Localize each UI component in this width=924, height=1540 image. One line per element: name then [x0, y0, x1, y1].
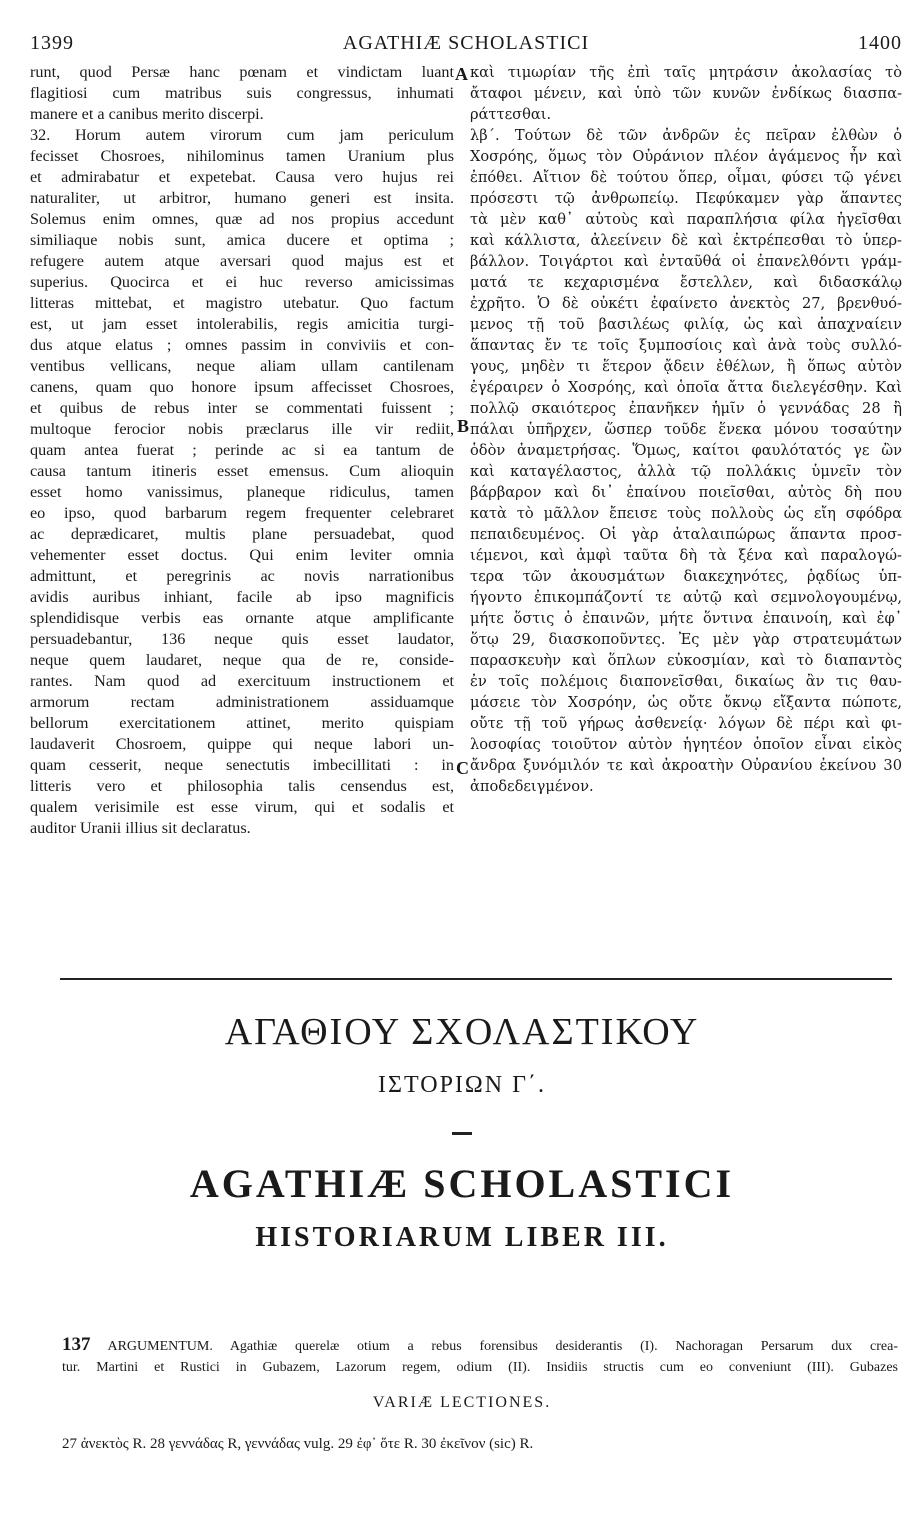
latin-text-line: eo ipso, quod barbarum regem frequenter celebraret: [30, 504, 454, 522]
latin-text-line: laudaverit Chosroem, quippe qui neque labori un-: [30, 735, 454, 753]
greek-text-line: ράττεσθαι.: [470, 106, 552, 123]
greek-text-line: τερα τῶν ἀκουσμάτων διακεχηνότες, ῥᾳδίως ὑπ-: [470, 568, 902, 585]
running-title: AGATHIÆ SCHOLASTICI: [342, 32, 590, 54]
page-number-left: 1399: [30, 32, 74, 54]
greek-text-line: ματά τε κεχαρισμένα ἔστελλεν, καὶ διδασκάλῳ: [470, 274, 902, 291]
latin-text-line: et quibus de rebus inter se commentati fuissent ;: [30, 399, 454, 417]
greek-text-line: πρόσεστι τῷ ἀνθρωπείῳ. Πεφύκαμεν γὰρ ἅπαντες: [470, 190, 902, 207]
latin-text-line: litteras mittebat, et magistro utebatur. Quo factum: [30, 294, 454, 312]
greek-text-line: πάλαι ὑπῆρχεν, ὥσπερ τοῦδε ἕνεκα μόνου τοσαύτην: [470, 421, 902, 438]
greek-text-line: μήτε ὅστις ὁ ἐπαινῶν, μήτε ὅντινα ἐπαινοίη, καὶ ἐφ᾽: [470, 610, 902, 627]
greek-text-line: ἅπαντας ἔν τε τοῖς ξυμποσίοις καὶ ἀνὰ τοὺς συλλό-: [470, 337, 902, 354]
greek-text-line: ἄνδρα ξυνόμιλόν τε καὶ ἀκροατὴν Οὐρανίου ἐκείνου 30: [470, 757, 902, 774]
greek-text-line: καὶ κάλλιστα, ἀλεείνειν δὲ καὶ ἐκτρέπεσθαι τὸ ὑπερ-: [470, 232, 902, 249]
greek-text-line: ιέμενοι, καὶ ἀμφὶ ταῦτα δὴ τὰ ξένα καὶ παραλογώ-: [470, 547, 902, 564]
variae-lectiones-heading: VARIÆ LECTIONES.: [372, 1394, 552, 1411]
greek-text-line: ἐχρῆτο. Ὁ δὲ οὐκέτι ἐφαίνετο ἀνεκτὸς 27, βρενθυό-: [470, 295, 902, 312]
latin-text-line: avidis auribus inhiant, facile ab ipso magnificis: [30, 588, 454, 606]
latin-column: [30, 62, 454, 839]
latin-text-line: esset homo vanissimus, planeque ridiculus, tamen: [30, 483, 454, 501]
greek-text-line: ὁδὸν ἀναμετρήσας. Ὅμως, καίτοι φαυλότατός γε ὢν: [470, 442, 902, 459]
greek-text-line: παρασκευὴν καὶ ὅπλων εὐκοσμίαν, καὶ τὸ διαπαντὸς: [470, 652, 902, 669]
latin-text-line: quam cesserit, neque senectutis imbecillitati : in: [30, 756, 454, 774]
greek-text-line: καὶ τιμωρίαν τῆς ἐπὶ ταῖς μητράσιν ἀκολασίας τὸ: [470, 64, 902, 81]
argument-summary: [62, 1334, 898, 1378]
greek-text-line: τὰ μὲν καθ᾽ αὑτοὺς καὶ παραπλήσια φίλα ἡγεῖσθαι: [470, 211, 902, 228]
latin-text-line: Solemus enim omnes, quæ ad nos propius accedunt: [30, 210, 454, 228]
latin-text-line: runt, quod Persæ hanc pœnam et vindictam luant: [30, 63, 454, 81]
latin-text-line: ac deprædicaret, multis plane persuadebat, quod: [30, 525, 454, 543]
greek-text-line: λοσοφίας τοιοῦτον αὐτὸν ἡγητέον ὁποῖον εἶναι εἰκὸς: [470, 736, 902, 753]
latin-text-line: splendidisque verbis eas ornante atque amplificante: [30, 609, 454, 627]
greek-text-line: ήγοντο ἐπικομπάζοντί τε αὐτῷ καὶ σεμνολογουμένῳ,: [470, 589, 902, 606]
latin-text-line: refugere autem atque aversari quod majus est et: [30, 252, 454, 270]
title-dash: [452, 1132, 472, 1135]
greek-text-line: γους, μηδὲν τι ἕτερον ᾄδειν ἐθέλων, ἢ ὅπως αὐτὸν: [470, 358, 902, 375]
greek-book-title: ΑΓΑΘΙΟΥ ΣΧΟΛΑΣΤΙΚΟΥ: [224, 1011, 700, 1053]
latin-text-line: superius. Quocirca et ei huc reverso amicissimas: [30, 273, 454, 291]
greek-text-line: ἐπόθει. Αἴτιον δὲ τούτου ὅπερ, οἶμαι, φύσει τῷ γένει: [470, 169, 902, 186]
latin-text-line: 32. Horum autem virorum cum jam periculum: [30, 126, 454, 144]
latin-text-line: causa tantum itineris esset emensus. Cum alioquin: [30, 462, 454, 480]
latin-text-line: similiaque nobis sunt, amica ducere et optima ;: [30, 231, 454, 249]
section-divider: [60, 978, 892, 980]
greek-text-line: ἐγέραιρεν ὁ Χοσρόης, καὶ ὁποῖα ἄττα διελεγέσθην. Καὶ: [470, 379, 902, 396]
latin-text-line: ventibus vellicans, neque aliam ullam cantilenam: [30, 357, 454, 375]
greek-text-line: πολλῷ σκαιότερος ἐπανῆκεν ἡμῖν ὁ γεννάδας 28 ἢ: [470, 400, 902, 417]
margin-marker-c: C: [456, 758, 469, 778]
latin-book-subtitle: HISTORIARUM LIBER III.: [255, 1222, 669, 1253]
greek-text-line: οὔτε τῇ τοῦ γήρως ἀσθενείᾳ· λόγων δὲ πέρι καὶ φι-: [470, 715, 902, 732]
greek-column: [470, 62, 902, 797]
latin-text-line: fecisset Chosroes, nihilominus tamen Uranium plus: [30, 147, 454, 165]
variae-lectiones-notes: 27 ἀνεκτὸς R. 28 γεννάδας R, γεννάδας vulg. 29 ἐφ᾽ ὅτε R. 30 ἐκεῖνον (sic) R.: [62, 1436, 534, 1452]
greek-text-line: ἐν τοῖς πολέμοις διαπονεῖσθαι, δικαίως ἂν τις θαυ-: [470, 673, 902, 690]
latin-text-line: armorum rectam administrationem assiduamque: [30, 693, 454, 711]
latin-text-line: persuadebantur, 136 neque quis esset laudator,: [30, 630, 454, 648]
latin-text-line: est, ut jam esset intolerabilis, regis amicitia turgi-: [30, 315, 454, 333]
latin-text-line: rantes. Nam quod ad exercituum instructionem et: [30, 672, 454, 690]
running-header: [30, 32, 902, 58]
latin-text-line: manere et a canibus merito discerpi.: [30, 105, 264, 123]
greek-text-line: βάρβαρον καὶ δι᾽ ἐπαίνου ποιεῖσθαι, αὐτὸς δὴ που: [470, 484, 902, 501]
latin-text-line: neque quem laudaret, neque qua de re, conside-: [30, 651, 454, 669]
greek-text-line: ἀποδεδειγμένον.: [470, 778, 594, 795]
latin-text-line: vehementer esset doctus. Qui enim leviter omnia: [30, 546, 454, 564]
greek-text-line: ὅτῳ 29, διασκοποῦντες. Ἐς μὲν γὰρ στρατευμάτων: [470, 631, 902, 648]
greek-text-line: καὶ καταγέλαστος, ἀλλὰ τῷ πολλάκις ὑμνεῖν τὸν: [470, 463, 902, 480]
latin-text-line: litteris vero et philosophia talis censendus est,: [30, 777, 454, 795]
argument-number: 137: [62, 1334, 91, 1355]
latin-text-line: naturaliter, ut arbitror, humano generi est insita.: [30, 189, 454, 207]
latin-text-line: flagitiosi cum matribus suis congressus, inhumati: [30, 84, 454, 102]
greek-text-line: μάσειε τὸν Χοσρόην, ὡς οὔτε ὄκνῳ εἴξαντα πώποτε,: [470, 694, 902, 711]
latin-text-line: bellorum exercitationem attinet, merito quispiam: [30, 714, 454, 732]
argument-line: tur. Martini et Rustici in Gubazem, Lazorum regem, odium (II). Insidiis structis cum eo conveniunt (III). Gubazes: [62, 1360, 898, 1375]
latin-text-line: canens, quam quo honore ipsum affecisset Chosroes,: [30, 378, 454, 396]
latin-text-line: qualem verisimile est esse virum, qui et sodalis et: [30, 798, 454, 816]
latin-book-title: AGATHIÆ SCHOLASTICI: [189, 1161, 735, 1206]
greek-text-line: μενος τῇ τοῦ βασιλέως φιλίᾳ, ὡς καὶ ἀπαχναίειν: [470, 316, 902, 333]
page-number-right: 1400: [858, 32, 902, 54]
argument-line: [62, 1334, 898, 1357]
argument-text-1: ARGUMENTUM. Agathiæ querelæ otium a rebus forensibus desiderantis (I). Nachoragan Persarum dux crea-: [107, 1339, 898, 1354]
greek-text-line: πεπαιδευμένος. Οἱ γὰρ ἀταλαιπώρως ἅπαντα προσ-: [470, 526, 902, 543]
margin-marker-a: A: [455, 64, 468, 84]
margin-marker-b: B: [457, 416, 470, 436]
greek-book-subtitle: ΙΣΤΟΡΙΩΝ Γ΄.: [378, 1072, 546, 1098]
latin-text-line: auditor Uranii illius sit declaratus.: [30, 819, 251, 837]
greek-text-line: λβ΄. Τούτων δὲ τῶν ἀνδρῶν ἐς πεῖραν ἐλθὼν ὁ: [470, 127, 902, 144]
greek-text-line: Χοσρόης, ὅμως τὸν Οὐράνιον πλέον ἀγάμενος ἦν καὶ: [470, 148, 902, 165]
greek-text-line: ἄταφοι μένειν, καὶ ὑπὸ τῶν κυνῶν ἐνδίκως διασπα-: [470, 85, 902, 102]
latin-text-line: multoque ferocior nobis præclarus ille vir rediit,: [30, 420, 454, 438]
latin-text-line: dus atque elatus ; omnes passim in conviviis et con-: [30, 336, 454, 354]
latin-text-line: admittunt, et peregrinis ac novis narrationibus: [30, 567, 454, 585]
latin-text-line: quam antea fuerat ; perinde ac si ea tantum de: [30, 441, 454, 459]
latin-text-line: et admirabatur et expetebat. Causa vero hujus rei: [30, 168, 454, 186]
greek-text-line: βάλλον. Τοιγάρτοι καὶ ἐνταῦθά οἱ ἐπανελθόντι γράμ-: [470, 253, 902, 270]
greek-text-line: κατὰ τὸ μᾶλλον ἔπεισε τοὺς πολλοὺς ὡς εἴη σφόδρα: [470, 505, 902, 522]
